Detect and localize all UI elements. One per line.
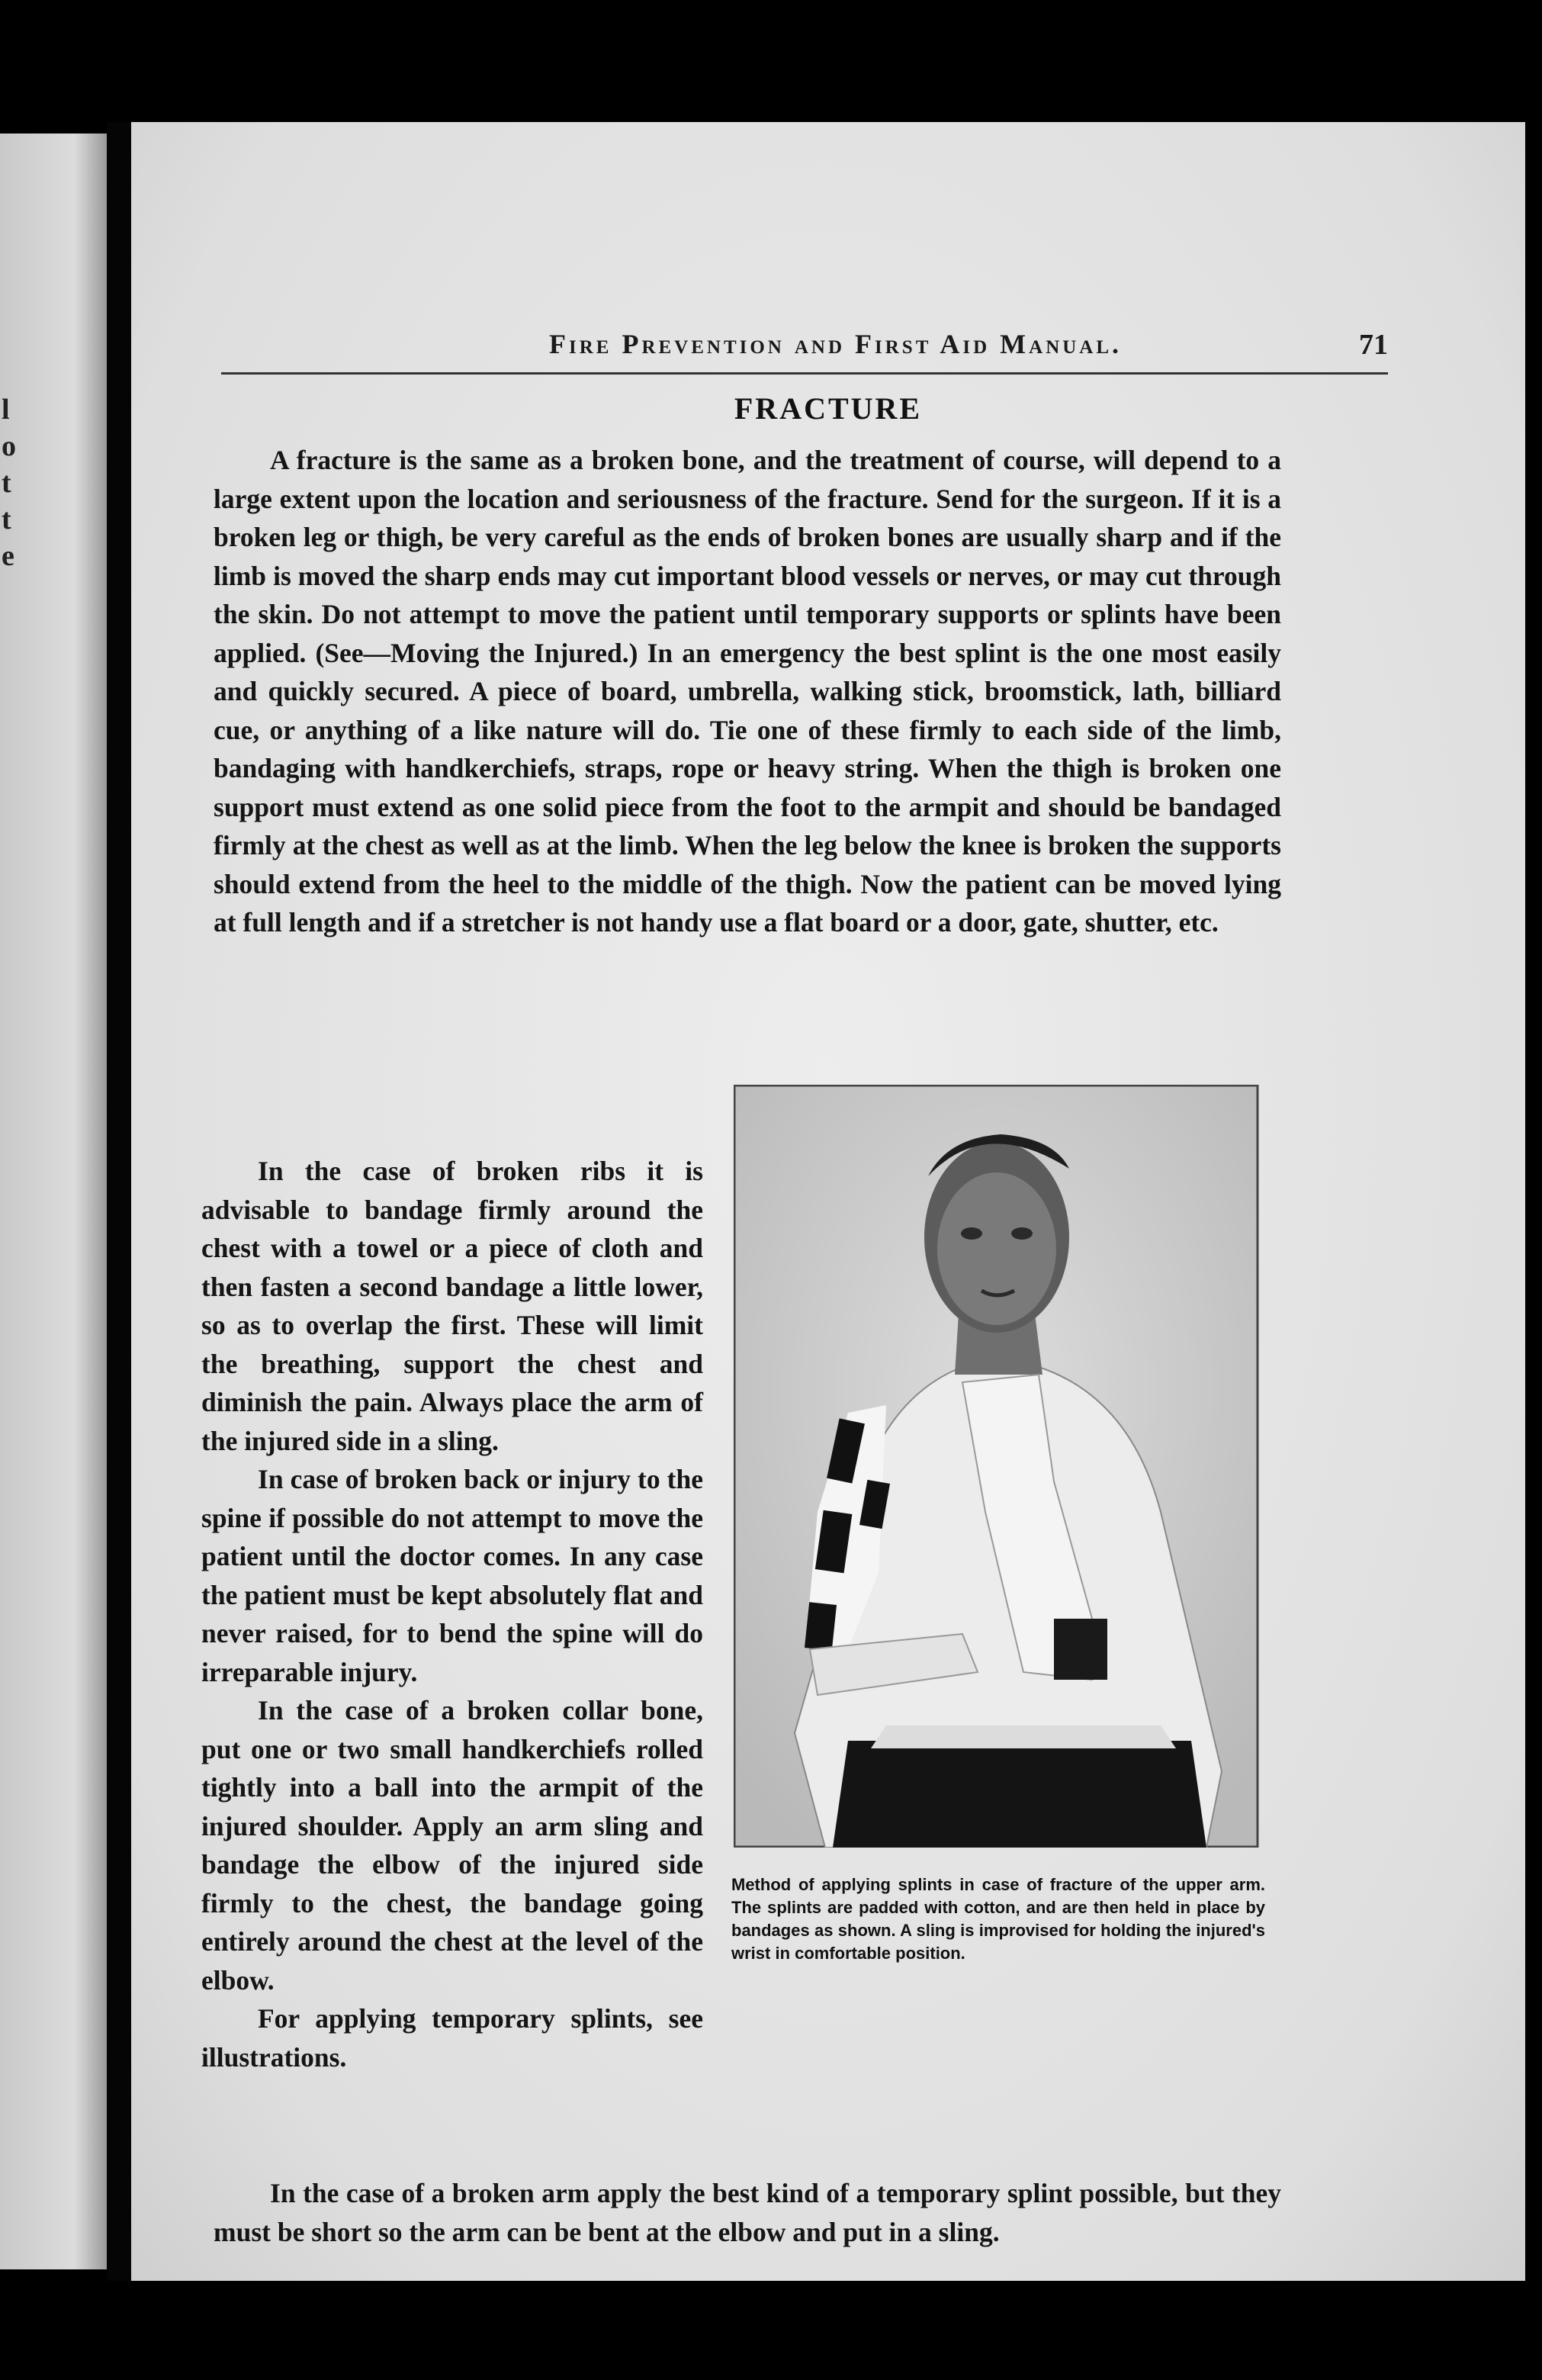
page-number: 71 <box>1359 329 1388 361</box>
photo-splinted-arm <box>734 1085 1260 1848</box>
adjacent-page-fragment: e <box>2 540 14 572</box>
intro-text-block <box>214 441 1281 942</box>
running-head: Fire Prevention and First Aid Manual. <box>549 329 1123 359</box>
adjacent-page-fragment: l <box>2 394 10 426</box>
figure-illustration <box>734 1085 1257 1504</box>
adjacent-page-fragment: t <box>2 503 11 536</box>
book-page <box>131 122 1525 2281</box>
figure-caption: Method of applying splints in case of fracture of the upper arm. The splints are padded with cotton, and are then held in place by bandages as shown. A sling is improvised for holding the injured's wrist in comfortable position. <box>731 1875 1265 1963</box>
paragraph: A fracture is the same as a broken bone, and the treatment of course, will depend to a large extent upon the location and seriousness of the fracture. Send for the surgeon. If it is a broken leg or thigh, be very careful as the ends of broken bones are usually sharp and if the limb is moved the sharp ends may cut important blood vessels or nerves, or may cut through the skin. Do not attempt to move the patient until temporary supports or splints have been applied. (See—Moving the Injured.) In an emergency the best splint is the one most easily and quickly secured. A piece of board, umbrella, walking stick, broomstick, lath, billiard cue, or anything of a like nature will do. Tie one of these firmly to each side of the limb, bandaging with handkerchiefs, straps, rope or heavy string. When the thigh is broken one support must extend as one solid piece from the foot to the armpit and should be bandaged firmly at the chest as well as at the limb. When the leg below the knee is broken the supports should extend from the heel to the middle of the thigh. Now the patient can be moved lying at full length and if a stretcher is not handy use a flat board or a door, gate, shutter, etc. <box>214 445 1281 938</box>
paragraph: In the case of a broken collar bone, put one or two small handkerchiefs rolled tightly into a ball into the armpit of the injured shoulder. Apply an arm sling and bandage the elbow of the injured side firmly to the chest, the bandage going entirely around the chest at the level of the elbow. <box>201 1695 703 1996</box>
paragraph: In the case of a broken arm apply the best kind of a temporary splint possible, but they must be short so the arm can be bent at the elbow and put in a sling. <box>214 2178 1281 2247</box>
left-column-text <box>201 1152 703 2076</box>
paragraph: In the case of broken ribs it is advisable to bandage firmly around the chest with a towel or a piece of cloth and then fasten a second bandage a little lower, so as to overlap the first. These will limit the breathing, support the chest and diminish the pain. Always place the arm of the injured side in a sling. <box>201 1156 703 1456</box>
closing-text-block <box>214 2174 1281 2251</box>
book-gutter <box>107 122 131 2281</box>
adjacent-page-fragment: t <box>2 467 11 499</box>
page-header <box>221 326 1388 375</box>
adjacent-page-edge <box>0 133 107 2269</box>
paragraph: For applying temporary splints, see illustrations. <box>201 2003 703 2073</box>
adjacent-page-fragment: o <box>2 430 16 462</box>
paragraph: In case of broken back or injury to the spine if possible do not attempt to move the patient until the doctor comes. In any case the patient must be kept absolutely flat and never raised, for to bend the spine will do irreparable injury. <box>201 1464 703 1687</box>
section-title: FRACTURE <box>734 391 923 426</box>
